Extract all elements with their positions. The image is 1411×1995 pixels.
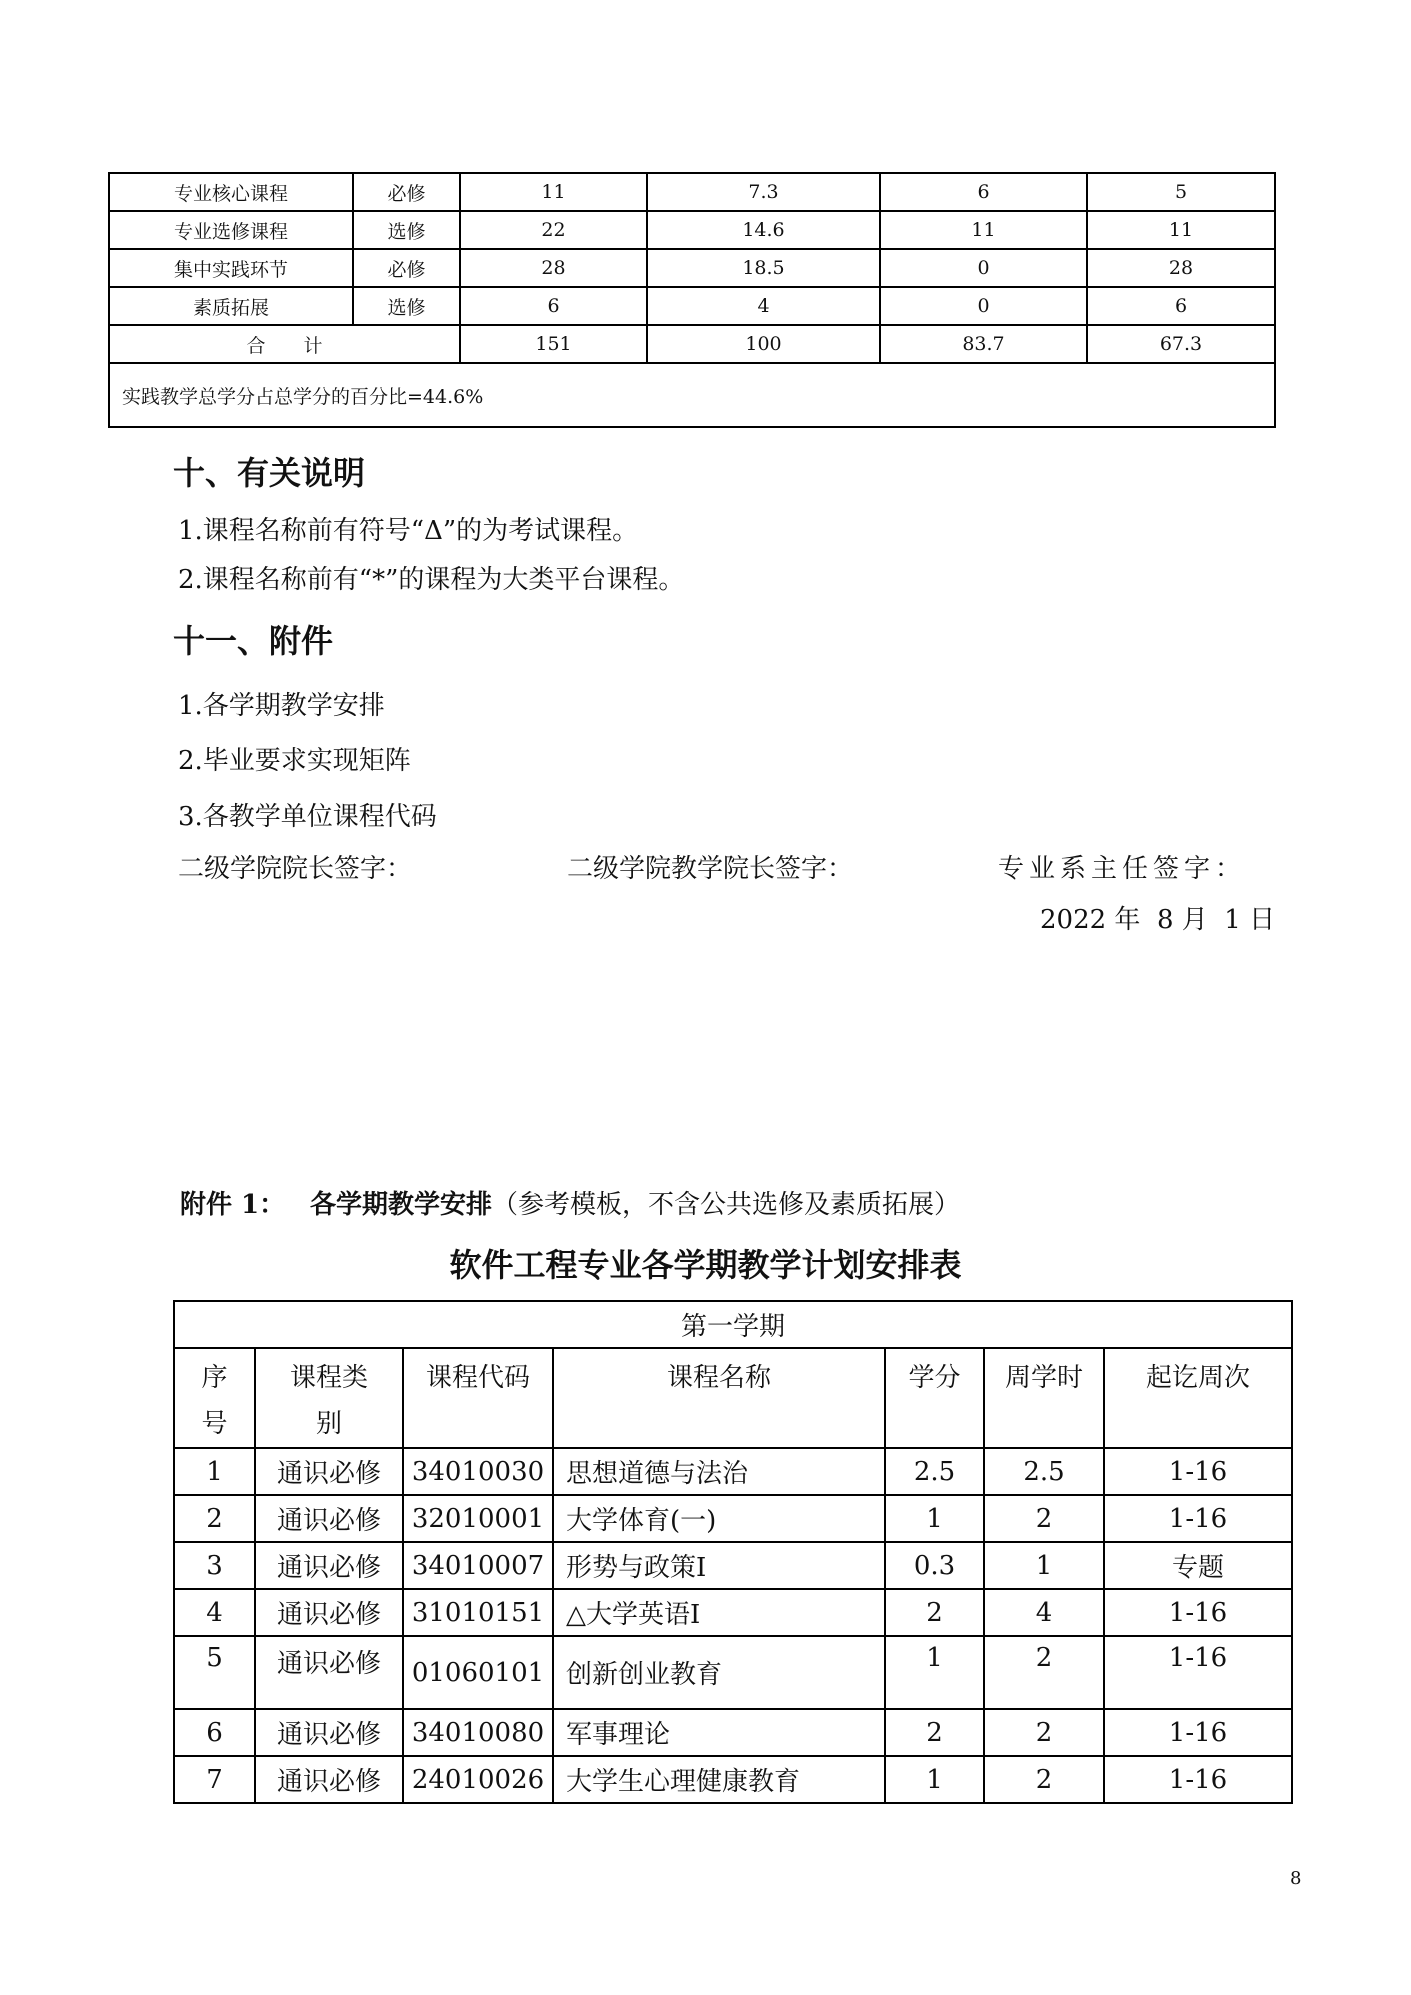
semester-plan-table — [173, 1300, 1293, 1804]
table-row — [174, 1495, 1292, 1542]
practice-ratio-note: 实践教学总学分占总学分的百分比=44.6% — [109, 363, 1275, 427]
column-header: 课程名称 — [553, 1348, 885, 1448]
table-row — [109, 173, 1275, 211]
practice-cell: 6 — [1087, 287, 1275, 325]
course-code-cell: 34010030 — [403, 1448, 553, 1495]
index-cell: 2 — [174, 1495, 255, 1542]
column-header: 周学时 — [984, 1348, 1104, 1448]
course-category-cell: 通识必修 — [255, 1636, 403, 1709]
course-category-cell: 通识必修 — [255, 1542, 403, 1589]
page-number: 8 — [1290, 1868, 1302, 1889]
weeks-cell: 1-16 — [1104, 1756, 1292, 1803]
category-cell: 素质拓展 — [109, 287, 353, 325]
weekly-hours-cell: 4 — [984, 1589, 1104, 1636]
theory-cell: 83.7 — [880, 325, 1087, 363]
total-label-cell: 合 计 — [109, 325, 460, 363]
course-code-cell: 34010007 — [403, 1542, 553, 1589]
teaching-dean-signature-label: 二级学院教学院长签字： — [567, 854, 854, 884]
table-row — [109, 287, 1275, 325]
weekly-hours-cell: 2 — [984, 1495, 1104, 1542]
type-cell: 选修 — [353, 287, 460, 325]
theory-cell: 0 — [880, 287, 1087, 325]
credit-cell: 1 — [885, 1495, 984, 1542]
column-header: 学分 — [885, 1348, 984, 1448]
course-name-cell: 思想道德与法治 — [553, 1448, 885, 1495]
note-item: 2.课程名称前有“*”的课程为大类平台课程。 — [178, 565, 685, 595]
weekly-hours-cell: 2 — [984, 1756, 1104, 1803]
weeks-cell: 1-16 — [1104, 1709, 1292, 1756]
semester-row — [174, 1301, 1292, 1348]
credits-cell: 11 — [460, 173, 647, 211]
attachment-item: 3.各教学单位课程代码 — [178, 802, 437, 832]
course-category-cell: 通识必修 — [255, 1495, 403, 1542]
weeks-cell: 1-16 — [1104, 1636, 1292, 1709]
course-code-cell: 31010151 — [403, 1589, 553, 1636]
weeks-cell: 1-16 — [1104, 1448, 1292, 1495]
course-code-cell: 34010080 — [403, 1709, 553, 1756]
table-row — [174, 1756, 1292, 1803]
credits-cell: 28 — [460, 249, 647, 287]
credits-cell: 6 — [460, 287, 647, 325]
plan-title: 软件工程专业各学期教学计划安排表 — [449, 1246, 962, 1284]
table-row — [109, 249, 1275, 287]
attachment-remark: （参考模板，不含公共选修及素质拓展） — [491, 1190, 960, 1220]
column-header: 课程代码 — [403, 1348, 553, 1448]
index-cell: 3 — [174, 1542, 255, 1589]
signing-date: 2022 年 8 月 1 日 — [1040, 905, 1276, 935]
course-name-cell: 大学生心理健康教育 — [553, 1756, 885, 1803]
dean-signature-label: 二级学院院长签字： — [178, 854, 413, 884]
practice-cell: 11 — [1087, 211, 1275, 249]
header-row — [174, 1348, 1292, 1448]
theory-cell: 11 — [880, 211, 1087, 249]
attachment-item: 2.毕业要求实现矩阵 — [178, 746, 411, 776]
column-header: 起讫周次 — [1104, 1348, 1292, 1448]
type-cell: 选修 — [353, 211, 460, 249]
weeks-cell: 1-16 — [1104, 1495, 1292, 1542]
table-row — [174, 1542, 1292, 1589]
credits-cell: 22 — [460, 211, 647, 249]
section-11-heading: 十一、附件 — [173, 622, 334, 660]
table-row — [174, 1589, 1292, 1636]
table-row — [109, 211, 1275, 249]
practice-cell: 5 — [1087, 173, 1275, 211]
percent-cell: 14.6 — [647, 211, 880, 249]
column-header: 序 号 — [174, 1348, 255, 1448]
index-cell: 5 — [174, 1636, 255, 1709]
course-name-cell: 大学体育(一) — [553, 1495, 885, 1542]
index-cell: 4 — [174, 1589, 255, 1636]
category-cell: 专业核心课程 — [109, 173, 353, 211]
credits-cell: 151 — [460, 325, 647, 363]
weekly-hours-cell: 2 — [984, 1636, 1104, 1709]
index-cell: 1 — [174, 1448, 255, 1495]
department-head-signature-label: 专业系主任签字： — [998, 854, 1247, 884]
table-row — [174, 1448, 1292, 1495]
percent-cell: 4 — [647, 287, 880, 325]
course-category-cell: 通识必修 — [255, 1448, 403, 1495]
credit-cell: 2 — [885, 1589, 984, 1636]
type-cell: 必修 — [353, 249, 460, 287]
course-code-cell: 24010026 — [403, 1756, 553, 1803]
index-cell: 7 — [174, 1756, 255, 1803]
course-category-cell: 通识必修 — [255, 1756, 403, 1803]
credit-cell: 2.5 — [885, 1448, 984, 1495]
practice-cell: 67.3 — [1087, 325, 1275, 363]
section-10-heading: 十、有关说明 — [173, 454, 366, 492]
attachment-item: 1.各学期教学安排 — [178, 691, 385, 721]
category-cell: 集中实践环节 — [109, 249, 353, 287]
weekly-hours-cell: 1 — [984, 1542, 1104, 1589]
percent-cell: 7.3 — [647, 173, 880, 211]
course-code-cell: 32010001 — [403, 1495, 553, 1542]
note-row — [109, 363, 1275, 427]
practice-cell: 28 — [1087, 249, 1275, 287]
course-name-cell: △大学英语Ⅰ — [553, 1589, 885, 1636]
type-cell: 必修 — [353, 173, 460, 211]
theory-cell: 0 — [880, 249, 1087, 287]
course-category-cell: 通识必修 — [255, 1589, 403, 1636]
credit-cell: 1 — [885, 1756, 984, 1803]
credit-cell: 2 — [885, 1709, 984, 1756]
table-row — [174, 1709, 1292, 1756]
course-name-cell: 创新创业教育 — [553, 1636, 885, 1709]
percent-cell: 100 — [647, 325, 880, 363]
course-code-cell: 01060101 — [403, 1636, 553, 1709]
course-category-cell: 通识必修 — [255, 1709, 403, 1756]
weeks-cell: 专题 — [1104, 1542, 1292, 1589]
attachment-caption — [180, 1184, 960, 1221]
course-name-cell: 形势与政策Ⅰ — [553, 1542, 885, 1589]
attachment-label: 附件 1： — [180, 1190, 286, 1220]
credit-cell: 1 — [885, 1636, 984, 1709]
weekly-hours-cell: 2.5 — [984, 1448, 1104, 1495]
attachment-title: 各学期教学安排 — [309, 1190, 492, 1220]
category-cell: 专业选修课程 — [109, 211, 353, 249]
semester-title-cell: 第一学期 — [174, 1301, 1292, 1348]
weeks-cell: 1-16 — [1104, 1589, 1292, 1636]
column-header: 课程类 别 — [255, 1348, 403, 1448]
table-row — [174, 1636, 1292, 1709]
credit-cell: 0.3 — [885, 1542, 984, 1589]
credit-summary-table — [108, 172, 1276, 428]
note-item: 1.课程名称前有符号“Δ”的为考试课程。 — [178, 516, 639, 546]
course-name-cell: 军事理论 — [553, 1709, 885, 1756]
theory-cell: 6 — [880, 173, 1087, 211]
weekly-hours-cell: 2 — [984, 1709, 1104, 1756]
index-cell: 6 — [174, 1709, 255, 1756]
percent-cell: 18.5 — [647, 249, 880, 287]
total-row — [109, 325, 1275, 363]
